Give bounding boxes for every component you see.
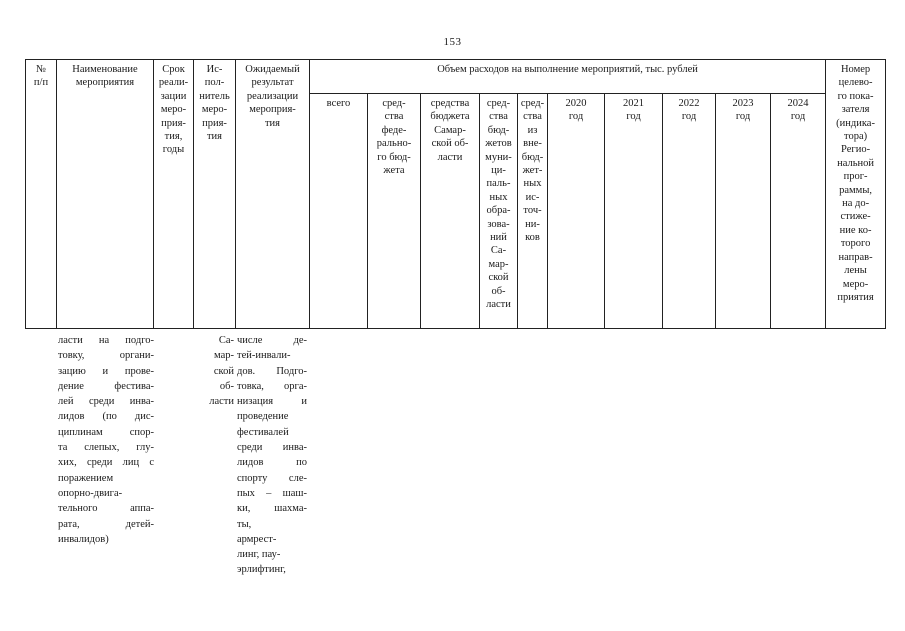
- continuation-line: лидов по: [237, 457, 307, 469]
- continuation-line: тельного аппа-: [58, 503, 154, 515]
- continuation-line: инвалидов): [58, 533, 109, 545]
- header-2024: 2024 год: [771, 94, 826, 329]
- continuation-line: товка, орга-: [237, 380, 307, 392]
- continuation-line: тей-инвали-: [237, 350, 291, 362]
- continuation-line: пых – шаш-: [237, 487, 307, 499]
- continuation-line: зацию и прове-: [58, 365, 154, 377]
- header-extra: сред- ства из вне- бюд- жет- ных ис- точ- ни- ков: [518, 94, 548, 329]
- continuation-line: об-: [219, 380, 234, 392]
- page-number: 153: [443, 36, 462, 48]
- continuation-line: опорно-двига-: [58, 487, 123, 499]
- continuation-line: армрест-: [237, 533, 277, 545]
- continuation-line: лей среди инва-: [58, 396, 154, 408]
- header-federal: сред- ства феде- рально- го бюд- жета: [368, 94, 421, 329]
- continuation-line: мар-: [214, 350, 234, 362]
- expenses-table: [25, 59, 886, 329]
- header-executor: Ис- пол- нитель меро- прия- тия: [194, 60, 236, 329]
- continuation-line: проведение: [237, 411, 289, 423]
- continuation-line: хих, среди лиц с: [58, 457, 154, 469]
- header-2023: 2023 год: [716, 94, 771, 329]
- continuation-line: лидов (по дис-: [58, 411, 154, 423]
- continuation-line: циплинам спор-: [58, 426, 154, 438]
- continuation-line: товку, органи-: [58, 350, 154, 362]
- header-2021: 2021 год: [605, 94, 663, 329]
- continuation-line: та слепых, глу-: [58, 442, 154, 454]
- continuation-line: среди инва-: [237, 442, 307, 454]
- continuation-line: спорту сле-: [237, 472, 307, 484]
- continuation-line: Са-: [218, 335, 234, 346]
- header-num: № п/п: [26, 60, 57, 329]
- continuation-line: числе де-: [237, 335, 307, 346]
- continuation-result: [237, 333, 307, 578]
- continuation-line: линг, пау-: [237, 549, 281, 561]
- continuation-line: ласти на подго-: [58, 335, 154, 346]
- continuation-line: ки, шахма-: [237, 503, 307, 515]
- continuation-line: фестивалей: [237, 426, 289, 438]
- header-regional: средства бюджета Самар- ской об- ласти: [421, 94, 480, 329]
- header-name: Наименование мероприятия: [57, 60, 154, 329]
- continuation-line: ской: [213, 365, 234, 377]
- continuation-line: эрлифтинг,: [237, 564, 286, 576]
- header-volume: Объем расходов на выполнение мероприятий, тыс. рублей: [310, 60, 826, 94]
- header-total: всего: [310, 94, 368, 329]
- header-indicator: Номер целево- го пока- зателя (индика- тора) Регио- нальной прог- раммы, на до- стиже- ние ко- торого направ- лены меро- приятия: [826, 60, 886, 329]
- continuation-line: дение фестива-: [58, 380, 154, 392]
- continuation-line: рата, детей-: [58, 518, 154, 530]
- header-result: Ожидаемый результат реализации мероприя- тия: [236, 60, 310, 329]
- header-2020: 2020 год: [548, 94, 605, 329]
- continuation-line: дов. Подго-: [237, 365, 307, 377]
- header-2022: 2022 год: [663, 94, 716, 329]
- continuation-line: низация и: [237, 396, 307, 408]
- header-municipal: сред- ства бюд- жетов муни- ци- паль- ных обра- зова- ний Са- мар- ской об- ласти: [480, 94, 518, 329]
- continuation-line: ты,: [237, 518, 252, 530]
- continuation-name: [58, 333, 154, 547]
- header-term: Срок реали- зации меро- прия- тия, годы: [154, 60, 194, 329]
- continuation-line: ласти: [209, 396, 234, 408]
- continuation-executor: [194, 333, 234, 409]
- continuation-line: поражением: [58, 472, 114, 484]
